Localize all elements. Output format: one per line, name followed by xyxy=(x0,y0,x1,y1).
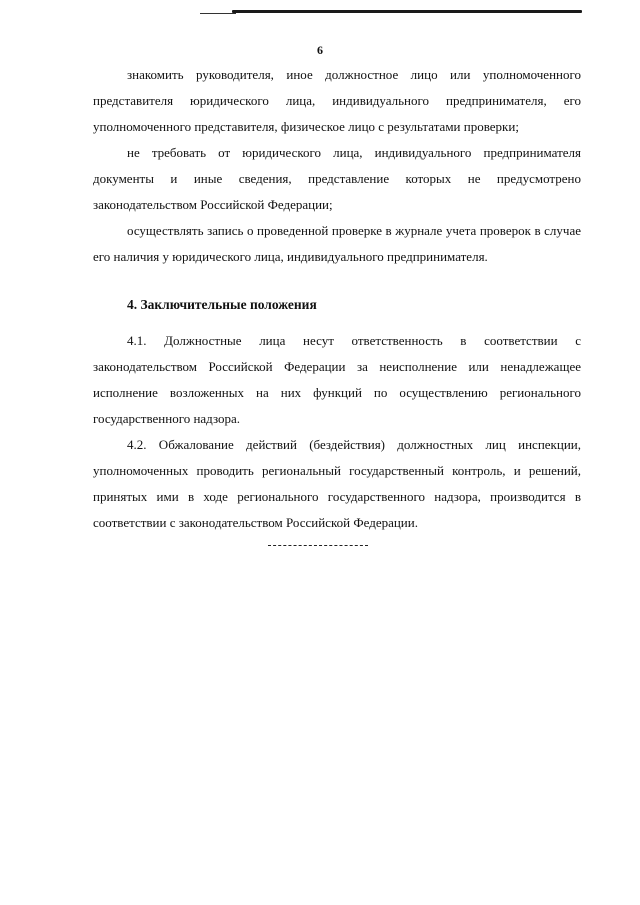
paragraph: не требовать от юридического лица, индивидуального предпринимателя документы и иные сведения, представление которых не предусмотрено законодательством Российской Федерации; xyxy=(93,145,581,212)
paragraph: осуществлять запись о проведенной проверке в журнале учета проверок в случае его наличия у юридического лица, индивидуального предпринимателя. xyxy=(93,223,581,264)
paragraph: 4.1. Должностные лица несут ответственность в соответствии с законодательством Российской Федерации за неисполнение или ненадлежащее исполнение возложенных на них функций по осуществлению регионального государственного надзора. xyxy=(93,333,581,426)
header-rule-thin xyxy=(200,13,236,14)
paragraph: 4.2. Обжалование действий (бездействия) должностных лиц инспекции, уполномоченных проводить региональный государственный контроль, и решений, принятых ими в ходе регионального государственного надзора, производится в соответствии с законодательством Российской Федерации. xyxy=(93,437,581,530)
paragraph: знакомить руководителя, иное должностное лицо или уполномоченного представителя юридического лица, индивидуального предпринимателя, его уполномоченного представителя, физическое лицо с результатами проверки; xyxy=(93,67,581,134)
closing-rule xyxy=(268,545,368,547)
page-number: 6 xyxy=(317,43,323,57)
header-rule xyxy=(232,10,582,13)
section-heading: 4. Заключительные положения xyxy=(127,297,317,312)
document-body xyxy=(93,62,581,536)
